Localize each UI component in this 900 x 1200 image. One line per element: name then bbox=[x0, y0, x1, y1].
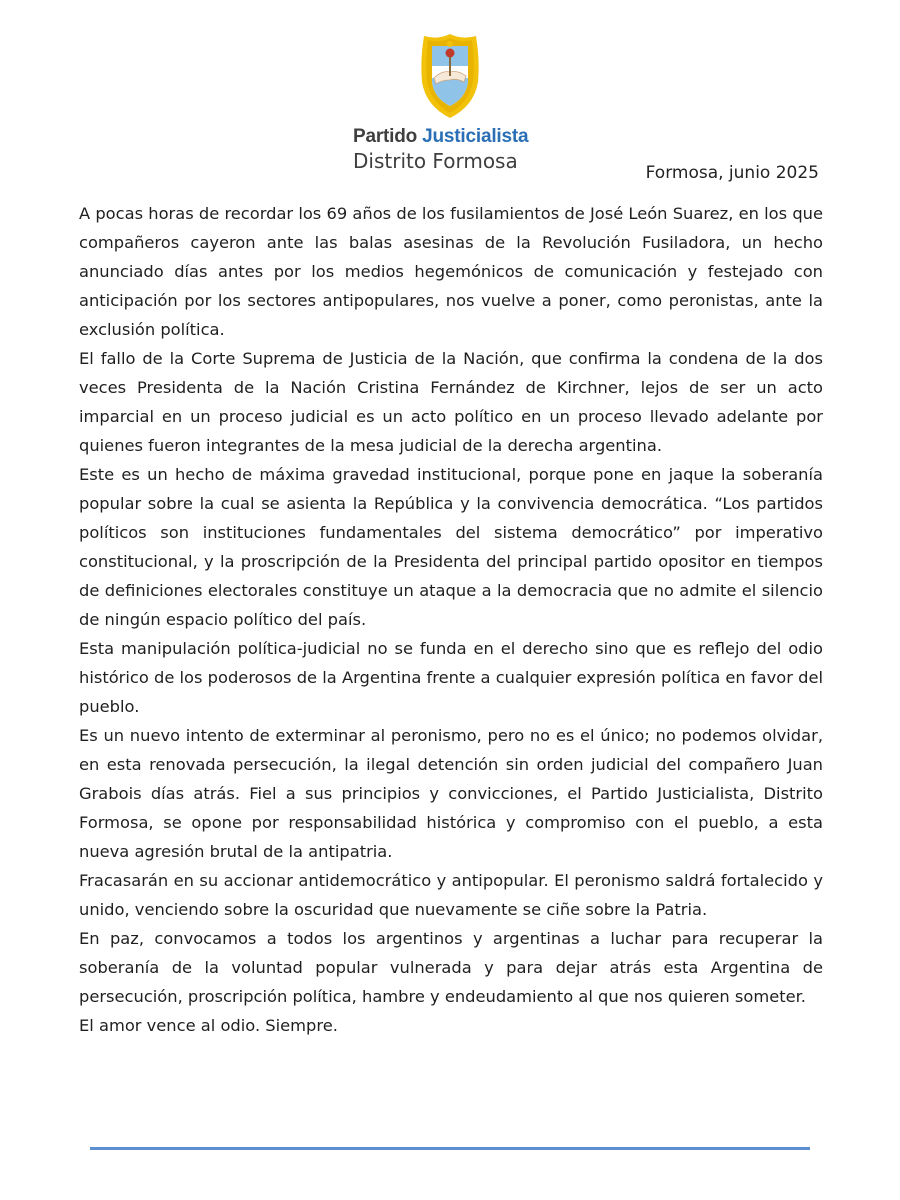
district-name: Distrito Formosa bbox=[353, 149, 518, 173]
paragraph-2: El fallo de la Corte Suprema de Justicia de la Nación, que confirma la condena de la dos veces Presidenta de la Nación Cristina Fernández de Kirchner, lejos de ser un acto imparcial en un proceso judicial es un acto político en un proceso llevado adelante por quienes fueron integrantes de la mesa judicial de la derecha argentina. bbox=[79, 349, 823, 455]
party-name-part2: Justicialista bbox=[422, 126, 529, 147]
party-shield-logo bbox=[418, 30, 482, 120]
party-name bbox=[353, 126, 528, 148]
paragraph-8: El amor vence al odio. Siempre. bbox=[79, 1016, 338, 1035]
paragraph-6: Fracasarán en su accionar antidemocrático y antipopular. El peronismo saldrá fortalecido y unido, venciendo sobre la oscuridad que nuevamente se ciñe sobre la Patria. bbox=[79, 871, 823, 919]
paragraph-3: Este es un hecho de máxima gravedad institucional, porque pone en jaque la soberanía popular sobre la cual se asienta la República y la convivencia democrática. “Los partidos políticos son instituciones fundamentales del sistema democrático” por imperativo constitucional, y la proscripción de la Presidenta del principal partido opositor en tiempos de definiciones electorales constituye un ataque a la democracia que no admite el silencio de ningún espacio político del país. bbox=[79, 465, 823, 629]
footer-divider bbox=[90, 1147, 810, 1150]
paragraph-7: En paz, convocamos a todos los argentinos y argentinas a luchar para recuperar la soberanía de la voluntad popular vulnerada y para dejar atrás esta Argentina de persecución, proscripción política, hambre y endeudamiento al que nos quieren someter. bbox=[79, 929, 823, 1006]
paragraph-4: Esta manipulación política-judicial no se funda en el derecho sino que es reflejo del odio histórico de los poderosos de la Argentina frente a cualquier expresión política en favor del pueblo. bbox=[79, 639, 823, 716]
paragraph-5: Es un nuevo intento de exterminar al peronismo, pero no es el único; no podemos olvidar, en esta renovada persecución, la ilegal detención sin orden judicial del compañero Juan Grabois días atrás. Fiel a sus principios y convicciones, el Partido Justicialista, Distrito Formosa, se opone por responsabilidad histórica y compromiso con el pueblo, a esta nueva agresión brutal de la antipatria. bbox=[79, 726, 823, 861]
party-name-part1: Partido bbox=[353, 126, 418, 147]
document-date: Formosa, junio 2025 bbox=[645, 163, 819, 183]
statement-body bbox=[79, 199, 823, 1040]
paragraph-1: A pocas horas de recordar los 69 años de los fusilamientos de José León Suarez, en los que compañeros cayeron ante las balas asesinas de la Revolución Fusiladora, un hecho anunciado días antes por los medios hegemónicos de comunicación y festejado con anticipación por los sectores antipopulares, nos vuelve a poner, como peronistas, ante la exclusión política. bbox=[79, 204, 823, 339]
